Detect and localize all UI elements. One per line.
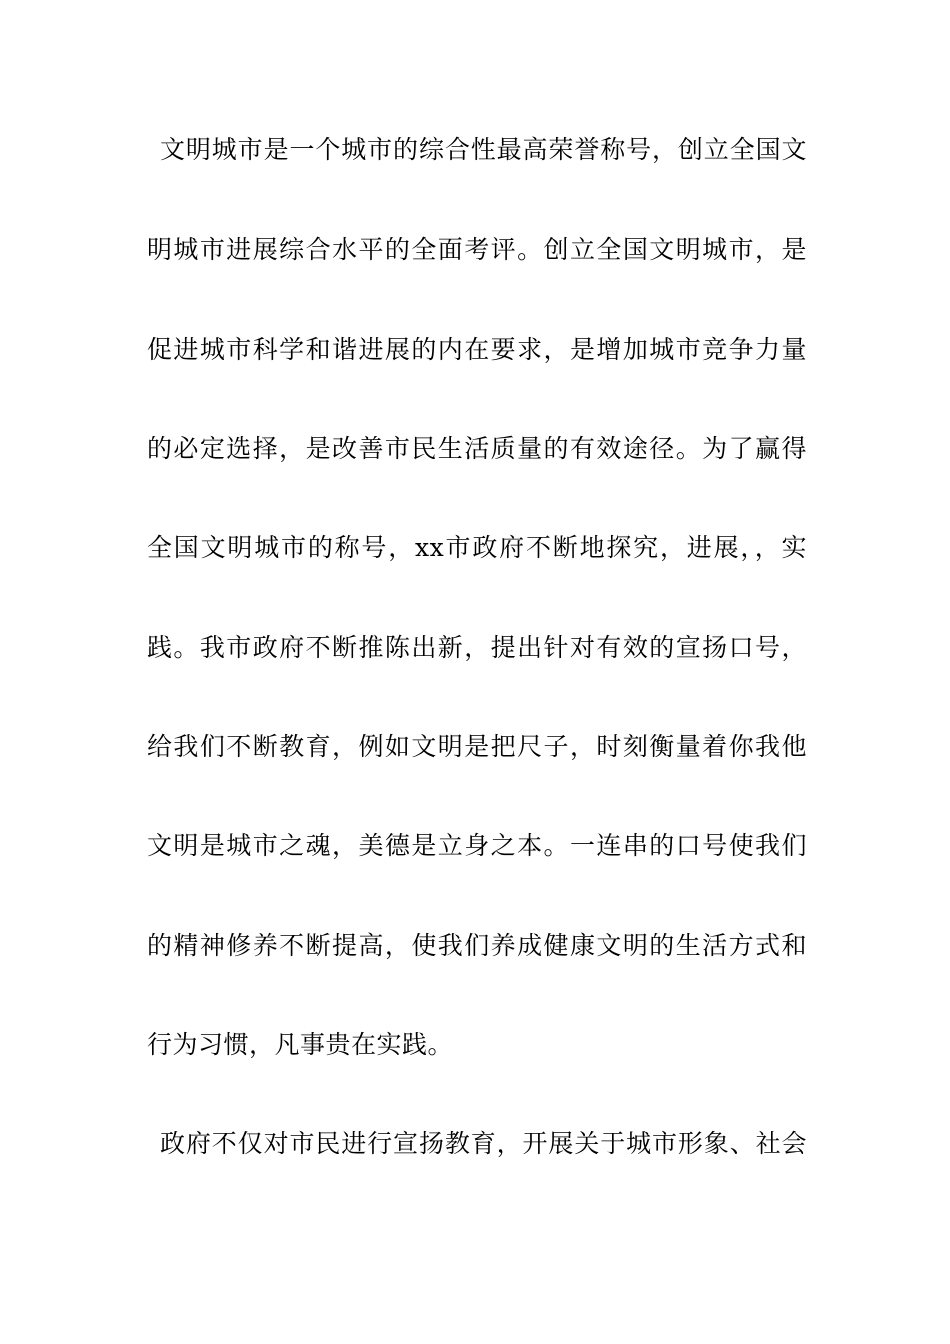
paragraph-1-line-7: 给我们不断教育，例如文明是把尺子，时刻衡量着你我他 [147,732,807,761]
paragraph-1-line-9: 的精神修养不断提高，使我们养成健康文明的生活方式和 [147,931,807,960]
paragraph-2-line-1: 政府不仅对市民进行宣扬教育，开展关于城市形象、社会 [160,1129,807,1158]
paragraph-1-line-1: 文明城市是一个城市的综合性最高荣誉称号，创立全国文 [160,135,807,164]
paragraph-1-line-5: 全国文明城市的称号，xx市政府不断地探究，进展，，实 [147,533,807,562]
paragraph-1-line-8: 文明是城市之魂，美德是立身之本。一连串的口号使我们 [147,831,807,860]
paragraph-1-line-4: 的必定选择，是改善市民生活质量的有效途径。为了赢得 [147,434,807,463]
paragraph-1-line-2: 明城市进展综合水平的全面考评。创立全国文明城市，是 [147,235,807,264]
paragraph-1-line-3: 促进城市科学和谐进展的内在要求，是增加城市竞争力量 [147,335,807,364]
paragraph-1-line-10: 行为习惯，凡事贵在实践。 [147,1030,454,1059]
paragraph-1-line-6: 践。我市政府不断推陈出新，提出针对有效的宣扬口号， [147,633,807,662]
